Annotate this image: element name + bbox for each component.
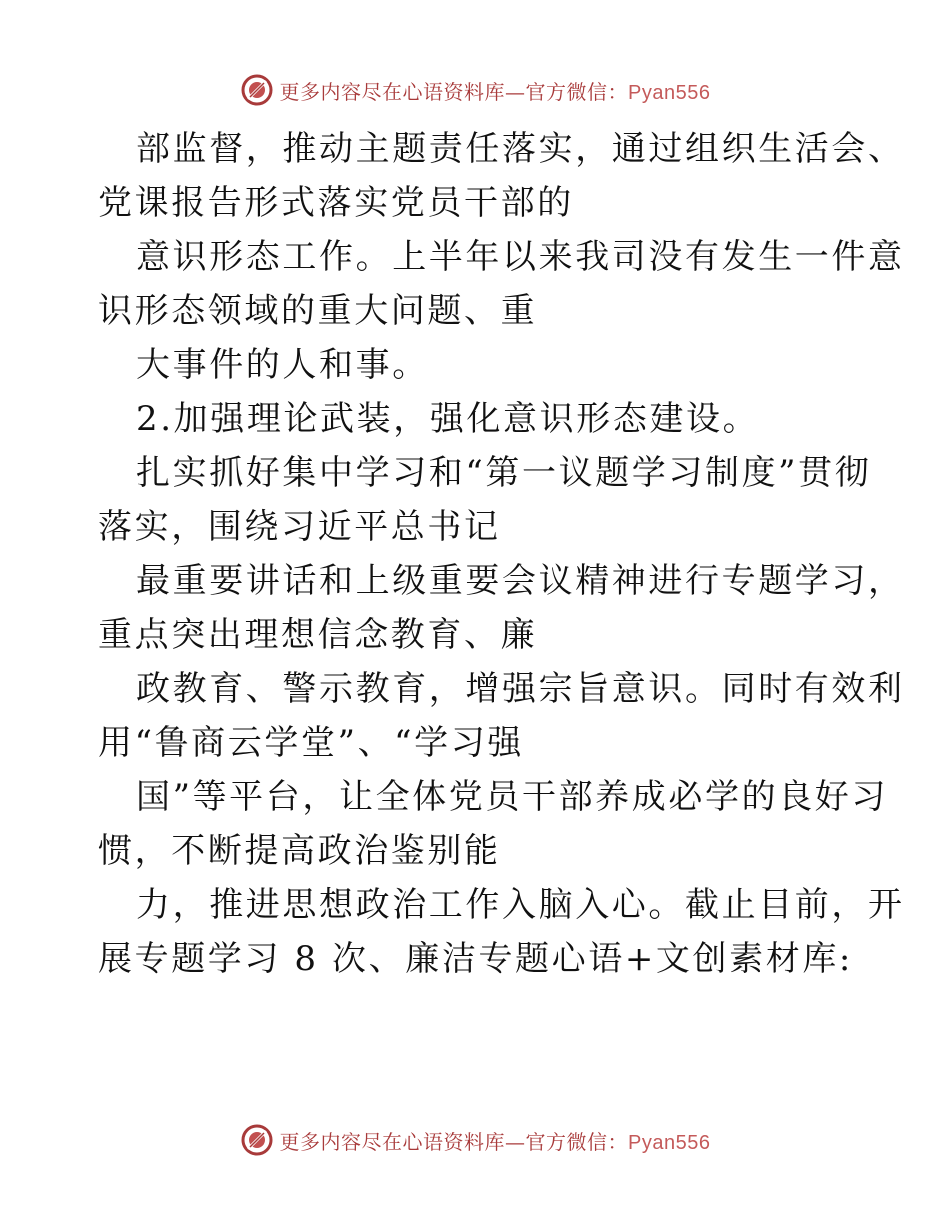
pen-circle-logo-icon	[240, 73, 274, 107]
document-body	[98, 122, 905, 986]
body-line-4: 识形态领域的重大问题、重	[98, 291, 538, 331]
body-line-15: 力，推进思想政治工作入脑入心。截止目前，开	[136, 885, 905, 925]
body-line-13: 国”等平台，让全体党员干部养成必学的良好习	[136, 777, 888, 817]
body-line-7: 扎实抓好集中学习和“第一议题学习制度”贯彻	[136, 453, 872, 493]
watermark-footer	[0, 1120, 950, 1160]
section-heading: 2.加强理论武装，强化意识形态建设。	[136, 399, 760, 439]
watermark-text: 更多内容尽在心语资料库—官方微信：Pyan556	[279, 1129, 711, 1154]
body-line-11: 政教育、警示教育，增强宗旨意识。同时有效利	[136, 669, 905, 709]
body-line-8: 落实，围绕习近平总书记	[98, 507, 501, 547]
body-line-14: 惯，不断提高政治鉴别能	[98, 831, 501, 871]
body-line-9: 最重要讲话和上级重要会议精神进行专题学习，	[136, 561, 905, 601]
body-line-5: 大事件的人和事。	[136, 345, 429, 385]
body-line-16: 展专题学习 8 次、廉洁专题心语+文创素材库:	[98, 939, 853, 979]
pen-circle-logo-icon	[240, 1123, 274, 1157]
body-line-3: 意识形态工作。上半年以来我司没有发生一件意	[136, 237, 905, 277]
body-line-2: 党课报告形式落实党员干部的	[98, 183, 574, 223]
body-line-10: 重点突出理想信念教育、廉	[98, 615, 538, 655]
watermark-text: 更多内容尽在心语资料库—官方微信：Pyan556	[279, 79, 711, 104]
body-line-1: 部监督，推动主题责任落实，通过组织生活会、	[136, 129, 905, 169]
body-line-12: 用“鲁商云学堂”、“学习强	[98, 723, 524, 763]
watermark-header	[0, 70, 950, 110]
